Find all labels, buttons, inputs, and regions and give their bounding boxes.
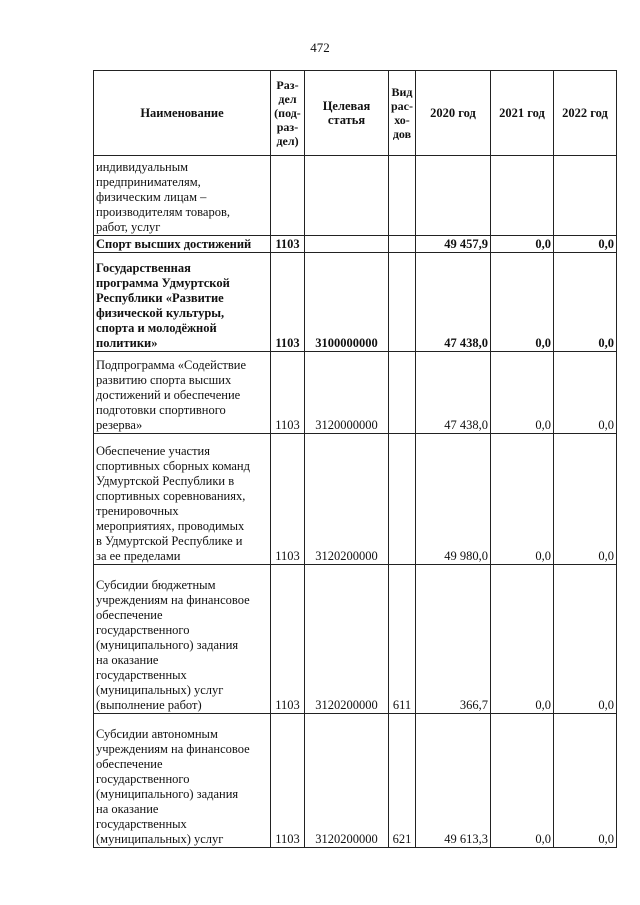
- cell-target: 3120000000: [305, 352, 389, 434]
- cell-target: [305, 236, 389, 253]
- cell-exp-type: [389, 434, 416, 565]
- cell-exp-type: 621: [389, 714, 416, 848]
- cell-exp-type: [389, 352, 416, 434]
- cell-section: 1103: [271, 565, 305, 714]
- header-2020: 2020 год: [416, 71, 491, 156]
- cell-name: Подпрограмма «Содействие развитию спорта высших достижений и обеспечение подготовки спортивного резерва»: [94, 352, 271, 434]
- header-expense-type: Вид рас- хо- дов: [389, 71, 416, 156]
- cell-y2022: 0,0: [554, 565, 617, 714]
- cell-y2021: [491, 156, 554, 236]
- cell-y2020: 366,7: [416, 565, 491, 714]
- cell-y2022: 0,0: [554, 434, 617, 565]
- header-target: Целевая статья: [305, 71, 389, 156]
- table-row: [94, 156, 617, 236]
- table-row: [94, 352, 617, 434]
- cell-exp-type: [389, 156, 416, 236]
- header-name: Наименование: [94, 71, 271, 156]
- cell-y2020: 49 613,3: [416, 714, 491, 848]
- cell-y2020: 49 980,0: [416, 434, 491, 565]
- cell-name: индивидуальным предпринимателям, физическим лицам – производителям товаров, работ, услуг: [94, 156, 271, 236]
- cell-y2021: 0,0: [491, 714, 554, 848]
- cell-section: 1103: [271, 714, 305, 848]
- cell-target: [305, 156, 389, 236]
- cell-name: Субсидии бюджетным учреждениям на финансовое обеспечение государственного (муниципального) задания на оказание государственных (муниципальных) услуг (выполнение работ): [94, 565, 271, 714]
- cell-y2020: 47 438,0: [416, 253, 491, 352]
- cell-y2021: 0,0: [491, 253, 554, 352]
- cell-y2021: 0,0: [491, 434, 554, 565]
- cell-y2022: 0,0: [554, 236, 617, 253]
- header-2021: 2021 год: [491, 71, 554, 156]
- cell-section: 1103: [271, 236, 305, 253]
- cell-exp-type: [389, 236, 416, 253]
- cell-target: 3120200000: [305, 714, 389, 848]
- table-header-row: [94, 71, 617, 156]
- cell-section: 1103: [271, 253, 305, 352]
- cell-y2022: [554, 156, 617, 236]
- table-body: [94, 156, 617, 848]
- cell-y2022: 0,0: [554, 714, 617, 848]
- cell-name: Субсидии автономным учреждениям на финансовое обеспечение государственного (муниципального) задания на оказание государственных (муниципальных) услуг: [94, 714, 271, 848]
- cell-y2022: 0,0: [554, 352, 617, 434]
- cell-name: Обеспечение участия спортивных сборных команд Удмуртской Республики в спортивных соревнованиях, тренировочных мероприятиях, проводимых в Удмуртской Республике и за ее пределами: [94, 434, 271, 565]
- cell-y2020: [416, 156, 491, 236]
- cell-section: [271, 156, 305, 236]
- cell-y2022: 0,0: [554, 253, 617, 352]
- header-2022: 2022 год: [554, 71, 617, 156]
- table-row: [94, 253, 617, 352]
- cell-target: 3120200000: [305, 434, 389, 565]
- cell-name: Государственная программа Удмуртской Республики «Развитие физической культуры, спорта и молодёжной политики»: [94, 253, 271, 352]
- cell-section: 1103: [271, 434, 305, 565]
- cell-y2020: 49 457,9: [416, 236, 491, 253]
- cell-exp-type: 611: [389, 565, 416, 714]
- cell-name: Спорт высших достижений: [94, 236, 271, 253]
- table-row: [94, 236, 617, 253]
- table-row: [94, 714, 617, 848]
- cell-y2020: 47 438,0: [416, 352, 491, 434]
- cell-y2021: 0,0: [491, 565, 554, 714]
- cell-y2021: 0,0: [491, 352, 554, 434]
- budget-table: [93, 70, 617, 848]
- cell-exp-type: [389, 253, 416, 352]
- cell-target: 3100000000: [305, 253, 389, 352]
- table-row: [94, 565, 617, 714]
- table-row: [94, 434, 617, 565]
- header-section: Раз- дел (под- раз- дел): [271, 71, 305, 156]
- page-number: 472: [310, 40, 330, 55]
- cell-y2021: 0,0: [491, 236, 554, 253]
- cell-target: 3120200000: [305, 565, 389, 714]
- cell-section: 1103: [271, 352, 305, 434]
